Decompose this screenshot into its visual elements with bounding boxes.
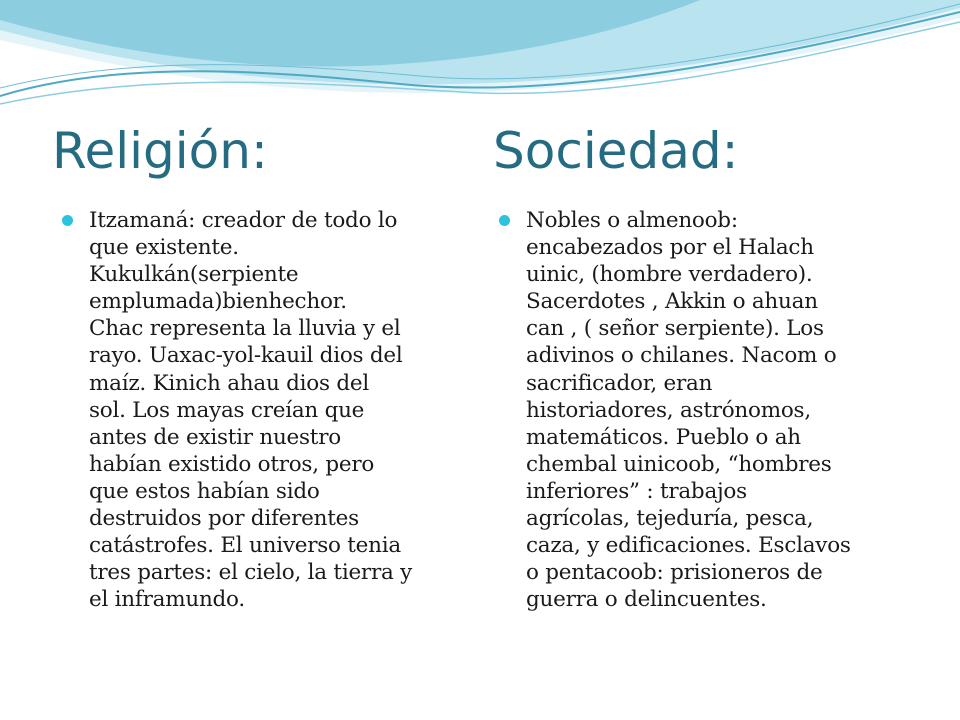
bullet-dot-icon	[62, 215, 73, 226]
society-title: Sociedad:	[493, 122, 739, 180]
society-column	[499, 207, 909, 613]
religion-title: Religión:	[52, 122, 268, 180]
society-bullet-item	[499, 207, 909, 613]
bullet-dot-icon	[499, 215, 510, 226]
religion-bullet-item	[62, 207, 462, 613]
religion-column	[62, 207, 462, 613]
header-wave-decoration	[0, 0, 960, 110]
religion-bullet-text: Itzamaná: creador de todo lo que existente. Kukulkán(serpiente emplumada)bienhechor. Chac representa la lluvia y el rayo. Uaxac-yol-kauil dios del maíz. Kinich ahau dios del sol. Los mayas creían que antes de existir nuestro habían existido otros, pero que estos habían sido destruidos por diferentes catástrofes. El universo tenia tres partes: el cielo, la tierra y el inframundo.	[89, 208, 413, 613]
society-bullet-text: Nobles o almenoob: encabezados por el Halach uinic, (hombre verdadero). Sacerdotes , Akkin o ahuan can , ( señor serpiente). Los adivinos o chilanes. Nacom o sacrificador, eran historiadores, astrónomos, matemáticos. Pueblo o ah chembal uinicoob, “hombres inferiores” : trabajos agrícolas, tejeduría, pesca, caza, y edificaciones. Esclavos o pentacoob: prisioneros de guerra o delincuentes.	[526, 208, 851, 613]
